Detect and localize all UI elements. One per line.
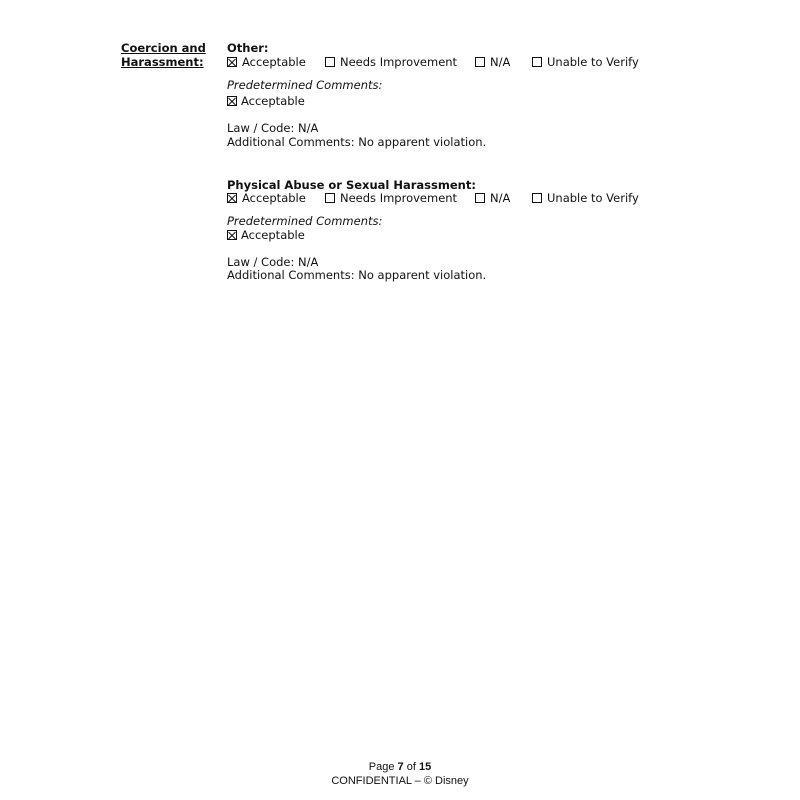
option-needs-improvement[interactable] [325, 55, 457, 69]
option-acceptable[interactable] [227, 191, 306, 205]
page-prefix: Page [368, 761, 398, 773]
total-pages: 15 [418, 761, 432, 773]
rating-options [227, 191, 687, 205]
option-label: Unable to Verify [547, 55, 639, 69]
option-na[interactable] [475, 55, 510, 69]
option-label: N/A [490, 191, 511, 205]
option-label: Acceptable [242, 191, 306, 205]
page-number [0, 761, 800, 773]
predetermined-comments-label: Predetermined Comments: [227, 78, 383, 92]
additional-comments: Additional Comments: No apparent violation. [227, 135, 487, 149]
empty-box-icon[interactable] [532, 193, 542, 203]
option-label: Needs Improvement [340, 55, 458, 69]
checked-box-icon[interactable] [227, 96, 237, 106]
item-title: Physical Abuse or Sexual Harassment: [227, 178, 476, 192]
additional-comments: Additional Comments: No apparent violation. [227, 268, 487, 282]
section-heading [121, 41, 206, 69]
empty-box-icon[interactable] [532, 57, 542, 67]
law-code: Law / Code: N/A [227, 121, 319, 135]
checked-box-icon[interactable] [227, 230, 237, 240]
option-label: Acceptable [242, 55, 306, 69]
section-heading-line-2: Harassment: [121, 55, 204, 69]
option-needs-improvement[interactable] [325, 191, 457, 205]
option-unable-to-verify[interactable] [532, 55, 639, 69]
option-label: Needs Improvement [340, 191, 458, 205]
option-unable-to-verify[interactable] [532, 191, 639, 205]
section-heading-line-1: Coercion and [121, 41, 206, 55]
predetermined-comment [227, 94, 305, 108]
predetermined-comment [227, 228, 305, 242]
page-of: of [403, 761, 419, 773]
confidential-notice: CONFIDENTIAL – © Disney [331, 775, 469, 787]
empty-box-icon[interactable] [475, 193, 485, 203]
empty-box-icon[interactable] [475, 57, 485, 67]
empty-box-icon[interactable] [325, 57, 335, 67]
option-acceptable[interactable] [227, 55, 306, 69]
option-na[interactable] [475, 191, 510, 205]
option-label: N/A [490, 55, 511, 69]
predetermined-comments-label: Predetermined Comments: [227, 214, 383, 228]
option-label: Unable to Verify [547, 191, 639, 205]
checked-box-icon[interactable] [227, 193, 237, 203]
rating-options [227, 55, 687, 69]
item-title: Other: [227, 41, 269, 55]
empty-box-icon[interactable] [325, 193, 335, 203]
predetermined-comment-value: Acceptable [241, 94, 305, 108]
checked-box-icon[interactable] [227, 57, 237, 67]
current-page: 7 [397, 761, 404, 773]
predetermined-comment-value: Acceptable [241, 228, 305, 242]
law-code: Law / Code: N/A [227, 255, 319, 269]
